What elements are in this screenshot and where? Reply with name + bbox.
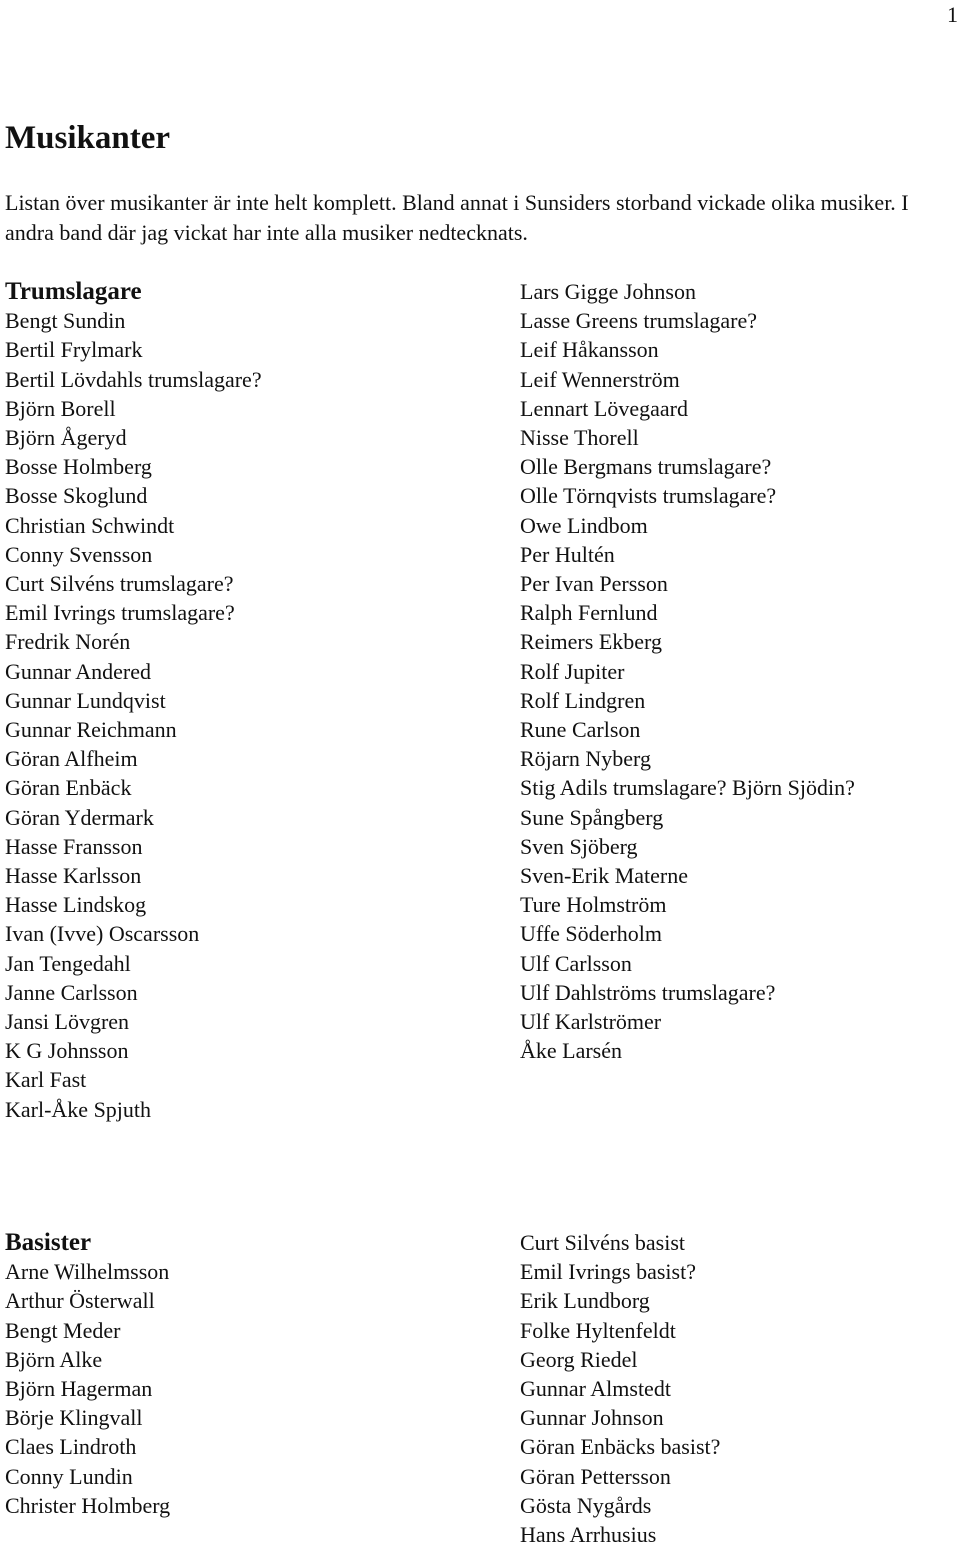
drummers-list-left — [5, 277, 262, 1124]
musician-name: Hans Arrhusius — [520, 1522, 657, 1548]
musician-name: Ulf Karlströmer — [520, 1009, 662, 1035]
page-title: Musikanter — [5, 120, 170, 156]
musician-name: Göran Alfheim — [5, 746, 138, 772]
musician-name: Bosse Skoglund — [5, 483, 148, 509]
musician-name: Curt Silvéns basist — [520, 1230, 686, 1255]
musician-name: Owe Lindbom — [520, 512, 648, 538]
musician-name: Folke Hyltenfeldt — [520, 1317, 676, 1343]
drummers-list-right — [520, 277, 855, 1065]
musician-name: Göran Enbäck — [5, 775, 132, 801]
musician-name: Gunnar Andered — [5, 658, 152, 684]
musician-name: Gunnar Reichmann — [5, 717, 177, 743]
musician-name: Gunnar Lundqvist — [5, 687, 166, 713]
musician-name: Uffe Söderholm — [520, 921, 662, 947]
musician-name: Björn Borell — [5, 395, 116, 421]
musician-name: Leif Håkansson — [520, 337, 659, 363]
musician-name: Claes Lindroth — [5, 1434, 137, 1460]
musician-name: Göran Enbäcks basist? — [520, 1434, 721, 1460]
musician-name: Sven-Erik Materne — [520, 863, 688, 889]
musician-name: Rolf Lindgren — [520, 687, 646, 713]
musician-name: Hasse Karlsson — [5, 863, 142, 889]
musician-name: Ulf Carlsson — [520, 950, 632, 976]
musician-name: Björn Alke — [5, 1346, 103, 1372]
musician-name: Emil Ivrings trumslagare? — [5, 600, 235, 626]
musician-name: Reimers Ekberg — [520, 629, 662, 655]
musician-name: Göran Ydermark — [5, 804, 154, 830]
musician-name: Bertil Frylmark — [5, 337, 143, 363]
musician-name: Sune Spångberg — [520, 804, 664, 830]
musician-name: Rolf Jupiter — [520, 658, 625, 684]
musician-name: Bengt Sundin — [5, 308, 126, 334]
musician-name: Karl Fast — [5, 1067, 87, 1093]
musician-name: Jan Tengedahl — [5, 950, 131, 976]
page-number: 1 — [947, 2, 958, 27]
musician-name: Bengt Meder — [5, 1317, 121, 1343]
musician-name: Gösta Nygårds — [520, 1492, 652, 1518]
musician-name: Per Hultén — [520, 541, 615, 567]
musician-name: Björn Ågeryd — [5, 425, 127, 451]
musician-name: Stig Adils trumslagare? Björn Sjödin? — [520, 775, 855, 801]
musician-name: Christian Schwindt — [5, 512, 175, 538]
musician-name: Hasse Lindskog — [5, 892, 147, 918]
musician-name: Gunnar Almstedt — [520, 1376, 671, 1402]
bassists-list-left — [5, 1228, 170, 1520]
musician-name: Bosse Holmberg — [5, 454, 152, 480]
musician-name: Ture Holmström — [520, 892, 667, 918]
musician-name: Erik Lundborg — [520, 1288, 650, 1314]
musician-name: Lennart Lövegaard — [520, 395, 688, 421]
musician-name: Emil Ivrings basist? — [520, 1259, 696, 1285]
musician-name: Göran Pettersson — [520, 1463, 671, 1489]
bassists-list-right — [520, 1228, 720, 1549]
musician-name: Leif Wennerström — [520, 366, 680, 392]
musician-name: Curt Silvéns trumslagare? — [5, 571, 234, 597]
musician-name: Lars Gigge Johnson — [520, 279, 696, 304]
musician-name: Christer Holmberg — [5, 1492, 171, 1518]
musician-name: Nisse Thorell — [520, 425, 639, 451]
musician-name: Jansi Lövgren — [5, 1009, 130, 1035]
musician-name: Sven Sjöberg — [520, 833, 638, 859]
musician-name: Conny Lundin — [5, 1463, 133, 1489]
section-heading-drummers: Trumslagare — [5, 278, 142, 305]
musician-name: Gunnar Johnson — [520, 1405, 664, 1431]
musician-name: Åke Larsén — [520, 1038, 623, 1064]
musician-name: Per Ivan Persson — [520, 571, 668, 597]
intro-paragraph: Listan över musikanter är inte helt komplett. Bland annat i Sunsiders storband vickade olika musiker. I andra band där jag vickat har inte alla musiker nedtecknats. — [5, 190, 909, 245]
musician-name: Olle Bergmans trumslagare? — [520, 454, 772, 480]
musician-name: Karl-Åke Spjuth — [5, 1096, 152, 1122]
musician-name: Conny Svensson — [5, 541, 153, 567]
musician-name: Bertil Lövdahls trumslagare? — [5, 366, 262, 392]
musician-name: Lasse Greens trumslagare? — [520, 308, 758, 334]
musician-name: Rune Carlson — [520, 717, 641, 743]
section-heading-bassists: Basister — [5, 1229, 92, 1256]
musician-name: Ulf Dahlströms trumslagare? — [520, 979, 776, 1005]
musician-name: Janne Carlsson — [5, 979, 138, 1005]
musician-name: Ivan (Ivve) Oscarsson — [5, 921, 200, 947]
musician-name: K G Johnsson — [5, 1038, 129, 1064]
musician-name: Olle Törnqvists trumslagare? — [520, 483, 777, 509]
musician-name: Hasse Fransson — [5, 833, 143, 859]
musician-name: Björn Hagerman — [5, 1376, 153, 1402]
musician-name: Röjarn Nyberg — [520, 746, 651, 772]
musician-name: Arne Wilhelmsson — [5, 1259, 170, 1285]
musician-name: Börje Klingvall — [5, 1405, 143, 1431]
musician-name: Ralph Fernlund — [520, 600, 658, 626]
musician-name: Arthur Österwall — [5, 1288, 155, 1314]
musician-name: Georg Riedel — [520, 1346, 638, 1372]
musician-name: Fredrik Norén — [5, 629, 131, 655]
